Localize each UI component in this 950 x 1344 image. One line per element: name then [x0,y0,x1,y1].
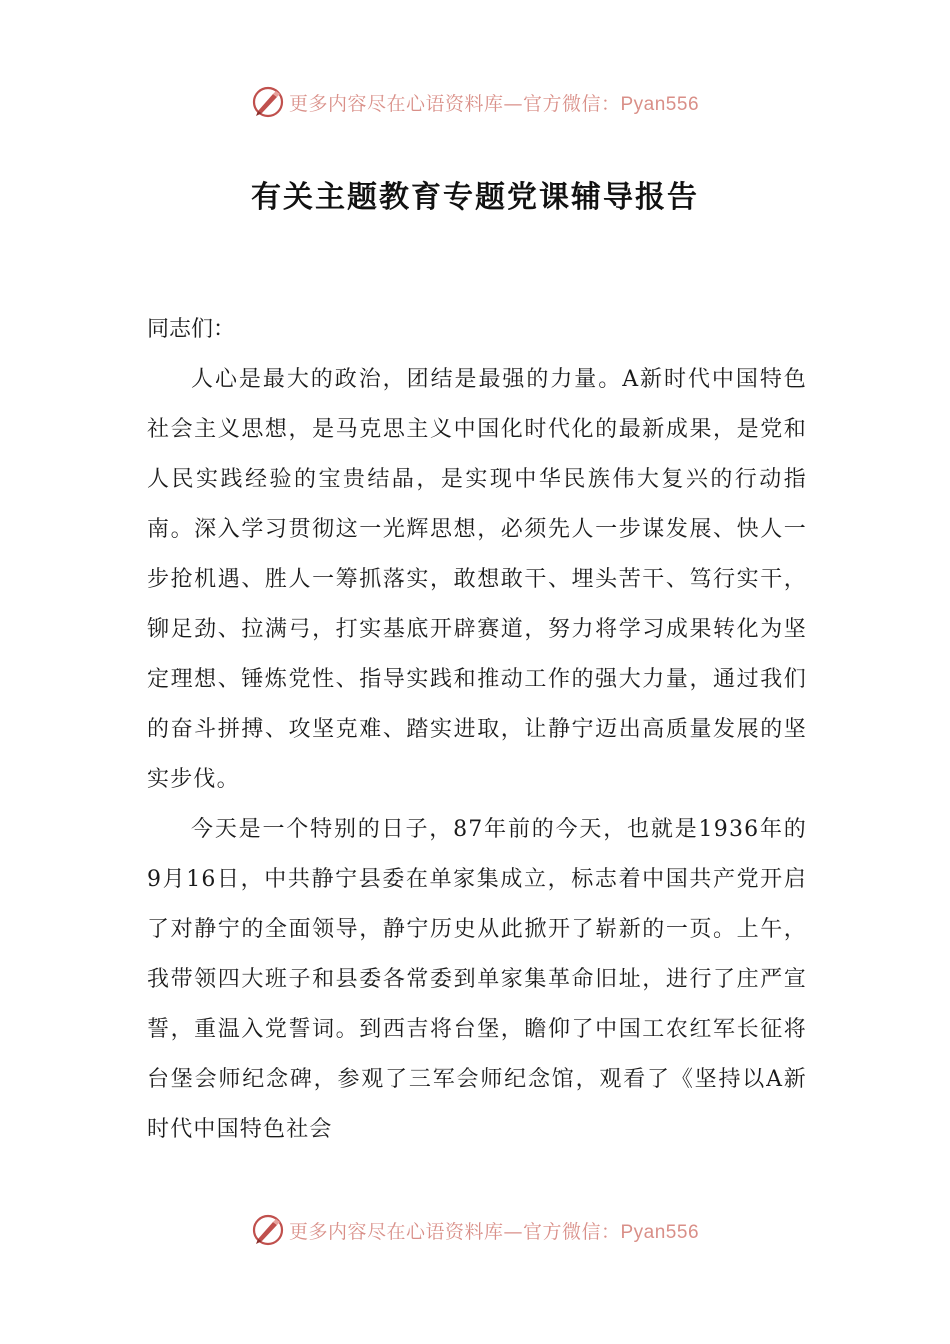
header-banner [0,82,950,122]
banner-caption: 更多内容尽在心语资料库—官方微信： [288,1220,621,1243]
footer-banner [0,1210,950,1250]
document-title: 有关主题教育专题党课辅导报告 [251,180,699,215]
document-body [147,305,807,1205]
salutation: 同志们： [147,317,236,342]
pen-logo-icon [251,85,285,119]
banner-caption: 更多内容尽在心语资料库—官方微信： [288,92,621,115]
paragraph-1: 人心是最大的政治，团结是最强的力量。A新时代中国特色社会主义思想，是马克思主义中国化时代化的最新成果，是党和人民实践经验的宝贵结晶，是实现中华民族伟大复兴的行动指南。深入学习贯彻这一光辉思想，必须先人一步谋发展、快人一步抢机遇、胜人一筹抓落实，敢想敢干、埋头苦干、笃行实干，铆足劲、拉满弓，打实基底开辟赛道，努力将学习成果转化为坚定理想、锤炼党性、指导实践和推动工作的强大力量，通过我们的奋斗拼搏、攻坚克难、踏实进取，让静宁迈出高质量发展的坚实步伐。 [147,367,807,792]
paragraph-2: 今天是一个特别的日子，87年前的今天，也就是1936年的9月16日，中共静宁县委在单家集成立，标志着中国共产党开启了对静宁的全面领导，静宁历史从此掀开了崭新的一页。上午，我带领四大班子和县委各常委到单家集革命旧址，进行了庄严宣誓，重温入党誓词。到西吉将台堡，瞻仰了中国工农红军长征将台堡会师纪念碑，参观了三军会师纪念馆，观看了《坚持以A新时代中国特色社会 [147,817,807,1142]
banner-wechat-handle: Pyan556 [620,93,700,115]
banner-text [289,89,699,116]
banner-wechat-handle: Pyan556 [620,1221,700,1243]
pen-logo-icon [251,1213,285,1247]
banner-text [289,1217,699,1244]
